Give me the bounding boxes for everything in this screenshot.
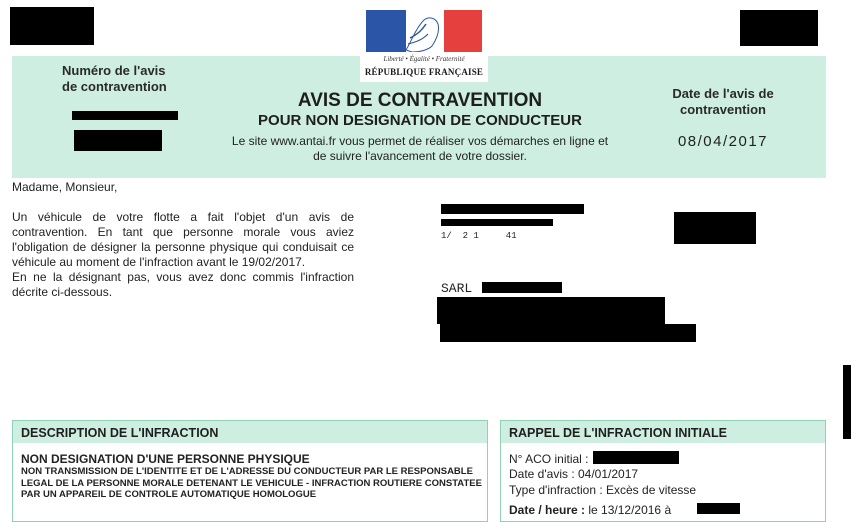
notice-number-label-line1: Numéro de l'avis xyxy=(62,63,166,78)
redaction-company-name xyxy=(482,282,562,293)
redaction-recipient-code xyxy=(674,212,756,244)
description-title: NON DESIGNATION D'UNE PERSONNE PHYSIQUE xyxy=(21,452,310,466)
notice-number-label-line2: de contravention xyxy=(62,79,167,94)
letter-paragraph-1: Un véhicule de votre flotte a fait l'objet d'un avis de contravention. En tant que personne morale vous aviez l'obligation de désigner la personne physique qui conduisait ce véhicule au moment de l'infraction avant le 19/02/2017. xyxy=(12,210,354,269)
redaction-recipient-1 xyxy=(441,204,584,214)
letter-body xyxy=(12,210,354,300)
letter-paragraph-2: En ne la désignant pas, vous avez donc commis l'infraction décrite ci-dessous. xyxy=(12,270,354,299)
redaction-recipient-2 xyxy=(441,219,553,226)
description-box xyxy=(12,420,488,522)
greeting: Madame, Monsieur, xyxy=(12,180,118,194)
notice-date: 08/04/2017 xyxy=(677,133,769,150)
description-text: NON TRANSMISSION DE L'IDENTITE ET DE L'ADRESSE DU CONDUCTEUR PAR LE RESPONSABLE LEGAL DE LA PERSONNE MORALE DETENANT LE VEHICULE - INFRACTION ROUTIERE CONSTATEE PAR UN APPAREIL DE CONTROLE AUTOMATIQUE HOMOLOGUE xyxy=(21,466,482,500)
flag-icon xyxy=(366,10,482,52)
rappel-box xyxy=(500,420,826,522)
rappel-header: RAPPEL DE L'INFRACTION INITIALE xyxy=(501,421,825,443)
rappel-aco xyxy=(509,452,589,466)
rappel-date-avis: Date d'avis : 04/01/2017 xyxy=(509,467,639,481)
page-subtitle: POUR NON DESIGNATION DE CONDUCTEUR xyxy=(258,112,582,129)
marianne-profile-icon xyxy=(366,10,482,52)
recipient-reference: 1/ 2 1 41 xyxy=(441,231,517,241)
recipient-company-prefix: SARL xyxy=(441,281,473,296)
site-info-line2: de suivre l'avancement de votre dossier. xyxy=(313,149,527,163)
marianne-logo xyxy=(360,7,488,82)
logo-republic: RÉPUBLIQUE FRANÇAISE xyxy=(364,67,484,77)
redaction-aco-number xyxy=(593,451,679,464)
rappel-date-heure xyxy=(509,503,671,517)
date-label-line2: contravention xyxy=(680,102,766,117)
redaction-address-2 xyxy=(440,324,696,342)
rappel-date-heure-label: Date / heure : xyxy=(509,503,586,517)
description-header: DESCRIPTION DE L'INFRACTION xyxy=(13,421,487,443)
margin-mark xyxy=(843,365,851,439)
redaction-notice-number-2 xyxy=(74,130,162,151)
rappel-type: Type d'infraction : Excès de vitesse xyxy=(509,483,697,497)
redaction-top-right xyxy=(740,10,818,46)
site-info-line1: Le site www.antai.fr vous permet de réaliser vos démarches en ligne et xyxy=(231,134,609,148)
date-label-line1: Date de l'avis de xyxy=(672,86,774,101)
redaction-top-left xyxy=(10,7,94,45)
site-info xyxy=(200,134,640,164)
redaction-address-1 xyxy=(437,297,665,324)
date-label xyxy=(648,86,798,118)
rappel-aco-label: N° ACO initial : xyxy=(509,452,589,466)
redaction-time xyxy=(697,503,740,514)
logo-motto: Liberté • Égalité • Fraternité xyxy=(383,55,465,63)
notice-number-label xyxy=(62,63,167,95)
page-title: AVIS DE CONTRAVENTION xyxy=(297,90,543,111)
rappel-date-heure-value: le 13/12/2016 à xyxy=(588,503,672,517)
redaction-notice-number-1 xyxy=(72,111,178,120)
